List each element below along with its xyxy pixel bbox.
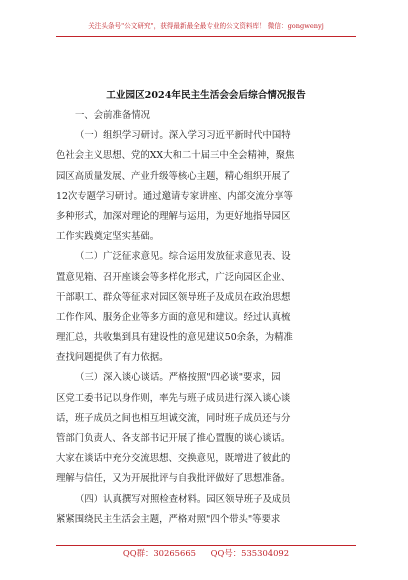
paragraph-line: 多种形式，加深对理论的理解与运用，为更好地指导园区 [56,210,291,222]
header-divider [56,36,356,37]
footer-banner [56,547,356,559]
section-heading: 一、会前准备情况 [75,110,151,121]
footer-qq-group: QQ群：30265665 [122,548,196,558]
paragraph-line: （一）组织学习研讨。深入学习习近平新时代中国特 [75,130,291,142]
paragraph-line: 12次专题学习研讨。通过邀请专家讲座、内部交流分享等 [56,190,293,202]
paragraph-line: 园区高质量发展、产业升级等核心主题，精心组织开展了 [56,170,291,182]
footer-qq-number: QQ号：535304092 [210,548,290,558]
paragraph-line: （二）广泛征求意见。综合运用发放征求意见表、设 [75,251,291,263]
paragraph-line: 工作作风、服务企业等多方面的意见和建议。经过认真梳 [56,311,291,323]
document-body [56,106,356,530]
paragraph-line: 色社会主义思想、党的XX大和二十届三中全会精神，聚焦 [56,150,295,162]
paragraph-line: 干部职工、群众等征求对园区领导班子及成员在政治思想 [56,291,291,303]
paragraph-line: 工作实践奠定坚实基础。 [56,231,160,243]
paragraph-line: 管部门负责人、各支部书记开展了推心置腹的谈心谈话。 [56,433,291,444]
paragraph-line: 紧紧围绕民主生活会主题，严格对照"四个带头"等要求 [56,513,281,525]
paragraph-line: （四）认真撰写对照检查材料。园区领导班子及成员 [75,493,291,505]
paragraph-line: 查找问题提供了有力依据。 [56,352,169,364]
document-title: 工业园区2024年民主生活会会后综合情况报告 [106,90,306,101]
paragraph-line: 区党工委书记以身作则，率先与班子成员进行深入谈心谈 [56,392,291,404]
paragraph-line: 置意见箱、召开座谈会等多样化形式，广泛向园区企业、 [56,271,291,283]
paragraph-line: 理汇总，共收集到具有建设性的意见建议50余条，为精准 [56,332,293,344]
footer-divider [56,545,356,546]
paragraph-line: 理解与信任，又为开展批评与自我批评做好了思想准备。 [56,473,291,485]
paragraph-line: 大家在谈话中充分交流思想、交换意见，既增进了彼此的 [56,453,291,465]
header-banner: 关注头条号"公文研究"，获得最新最全最专业的公文资料库！ 微信：gongwenyj [88,22,324,30]
paragraph-line: 话，班子成员之间也相互坦诚交流，同时班子成员还与分 [56,412,291,424]
paragraph-line: （三）深入谈心谈话。严格按照"四必谈"要求，园 [75,372,281,384]
